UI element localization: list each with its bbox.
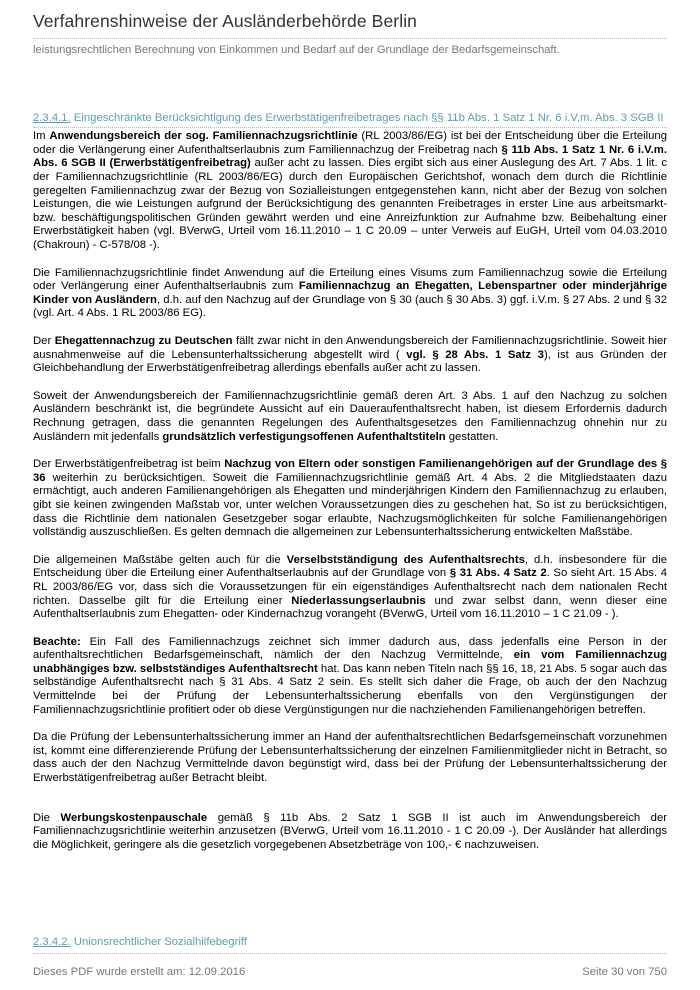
text-run: ), ist aus Gründen der Gleichbehandlung der Erwerbstätigenfreibetrag allerdings ebenfalls außer acht zu lassen. bbox=[33, 348, 667, 375]
bold-text: Nachzug von Eltern oder sonstigen Familienangehörigen auf der Grundlage des § 36 bbox=[33, 458, 667, 484]
text-run: Der Erwerbstätigenfreibetrag ist beim bbox=[33, 458, 225, 471]
next-section-number[interactable]: 2.3.4.2. bbox=[33, 936, 71, 948]
paragraph bbox=[33, 812, 667, 853]
section-number[interactable]: 2.3.4.1. bbox=[33, 112, 71, 124]
paragraph bbox=[33, 335, 667, 376]
bold-text: § 11b Abs. 1 Satz 1 Nr. 6 i.V.m. Abs. 6 SGB II (Erwerbstätigenfreibetrag) bbox=[33, 143, 667, 170]
paragraph bbox=[33, 130, 667, 252]
text-run: , d.h. insbesondere für die Entscheidung über die Erteilung einer Aufenthaltserlaubnis auf der Grundlage von bbox=[33, 553, 667, 580]
bold-text: vgl. § 28 Abs. 1 Satz 3 bbox=[406, 348, 544, 361]
text-run: , d.h. auf den Nachzug auf der Grundlage von § 30 (auch § 30 Abs. 3) ggf. i.V.m. § 27 Abs. 2 und § 32 (vgl. Art. 4 Abs. 1 RL 2003/86 EG). bbox=[33, 293, 667, 320]
bold-text: Ehegattennachzug zu Deutschen bbox=[54, 335, 233, 348]
bold-text: ein vom Familiennachzug unabhängiges bzw. selbstständiges Aufenthaltsrecht bbox=[33, 649, 667, 675]
text-run: Soweit der Anwendungsbereich der Familiennachzugsrichtlinie gemäß deren Art. 3 Abs. 1 auf den Nachzug zu solchen Ausländern beschränkt ist, die begründete Aussicht auf ein Daueraufenthaltsrecht haben, ist diesem Erfordernis dadurch Rechnung getragen, dass die genannten Regelungen des Aufenthaltsgesetzes den Familiennachzug ohnehin nur zu Ausländern mit jedenfalls bbox=[33, 389, 667, 443]
text-run: . So sieht Art. 15 Abs. 4 RL 2003/86/EG vor, dass sich die Voraussetzungen für ein eigenständiges Aufenthaltsrecht nach dem nationalen Recht richten. Dasselbe gilt für die Erteilung einer bbox=[33, 567, 667, 607]
page-header bbox=[33, 11, 667, 56]
next-section-divider bbox=[33, 953, 667, 954]
next-section-heading[interactable] bbox=[33, 936, 667, 954]
section-heading[interactable] bbox=[33, 112, 667, 124]
bold-text: Beachte: bbox=[33, 635, 81, 648]
bold-text: § 31 Abs. 4 Satz 2 bbox=[449, 567, 547, 580]
text-run: Im bbox=[33, 130, 50, 143]
text-run: Die Familiennachzugsrichtlinie findet Anwendung auf die Erteilung eines Visums zum Familiennachzug sowie die Erteilung oder Verlängerung einer Aufenthaltserlaubnis zum bbox=[33, 266, 667, 293]
text-run: Da die Prüfung der Lebensunterhaltssicherung immer an Hand der aufenthaltsrechtlichen Bedarfsgemeinschaft vorzunehmen ist, kommt eine differenzierende Prüfung der Lebensunterhaltssicherung der einzelnen Familienmitglieder nicht in Betracht, so dass auch der den Nachzug Vermittelnde davon begünstigt wird, dass bei der Prüfung der Lebensunterhaltssicherung der Erwerbstätigenfreibetrag außer Betracht bleibt. bbox=[33, 731, 667, 785]
paragraph bbox=[33, 731, 667, 785]
bold-text: Verselbstständigung des Aufenthaltsrechts bbox=[286, 553, 525, 566]
section-divider bbox=[33, 127, 667, 128]
footer-page-number: Seite 30 von 750 bbox=[582, 966, 667, 978]
text-run: Die bbox=[33, 811, 61, 824]
text-run: Der bbox=[33, 335, 55, 348]
text-run: weiterhin zu berücksichtigen. Soweit die Familiennachzugsrichtlinie gemäß Art. 4 Abs. 2 die Mitgliedstaaten dazu ermächtigt, auch anderen Familienangehörigen als Ehegatten und minderjährigen Kindern den Familiennachzug zu erlauben, gibt sie keinen zwingenden Maßstab vor, unter welchen Voraussetzungen dies zu geschehen hat. So ist zu berücksichtigen, dass die Richtlinie dem nationalen Gesetzgeber sogar erlaubte, Nachzugsmöglichkeiten für solche Familienangehörigen vollständig auszuschließen. Es gelten demnach die allgemeinen zur Lebensunterhaltssicherung entwickelten Maßstäbe. bbox=[33, 471, 667, 539]
header-subtitle: leistungsrechtlichen Berechnung von Einkommen und Bedarf auf der Grundlage der Bedarfsgemeinschaft. bbox=[33, 44, 560, 56]
bold-text: Werbungskostenpauschale bbox=[60, 811, 208, 824]
text-run: gestatten. bbox=[445, 430, 499, 443]
document-title: Verfahrenshinweise der Ausländerbehörde Berlin bbox=[33, 11, 418, 31]
text-run: fällt zwar nicht in den Anwendungsbereich der Familiennachzugsrichtlinie. Soweit hier ausnahmenweise auf die Lebensunterhaltssicherung abgestellt wird ( bbox=[33, 335, 667, 361]
header-divider bbox=[33, 38, 667, 39]
next-section-title: Unionsrechtlicher Sozialhilfebegriff bbox=[73, 936, 247, 948]
bold-text: Familiennachzug an Ehegatten, Lebenspartner oder minderjährige Kinder von Ausländern bbox=[33, 280, 667, 306]
footer-created-date: Dieses PDF wurde erstellt am: 12.09.2016 bbox=[33, 966, 246, 978]
paragraph bbox=[33, 458, 667, 540]
paragraph bbox=[33, 267, 667, 321]
paragraph bbox=[33, 390, 667, 444]
main-content bbox=[33, 112, 667, 852]
text-run: gemäß § 11b Abs. 2 Satz 1 SGB II ist auch im Anwendungsbereich der Familiennachzugsrichtlinie weiterhin anzusetzen (BVerwG, Urteil vom 16.11.2010 - 1 C 20.09 -). Der Ausländer hat allerdings die Möglichkeit, geringere als die gesetzlich vorgegebenen Absetzbeträge von 100,- € nachzuweisen. bbox=[33, 811, 667, 851]
section-title: Eingeschränkte Berücksichtigung des Erwerbstätigenfreibetrages nach §§ 11b Abs. 1 Satz 1 Nr. 6 i.V.m. Abs. 3 SGB II bbox=[73, 112, 664, 124]
text-run: Die allgemeinen Maßstäbe gelten auch für die bbox=[33, 553, 287, 566]
text-run: und zwar selbst dann, wenn dieser eine Aufenthaltserlaubnis zum Ehegatten- oder Kindernachzug vorangeht (BVerwG, Urteil vom 16.11.2010 – 1 C 21.09 - ). bbox=[33, 594, 667, 621]
text-run: Ein Fall des Familiennachzugs zeichnet sich immer dadurch aus, dass jedenfalls eine Person in der aufenthaltsrechtlichen Bedarfsgemeinschaft, nämlich der den Nachzug Vermittelnde, bbox=[33, 635, 667, 662]
bold-text: grundsätzlich verfestigungsoffenen Aufenthaltstiteln bbox=[162, 430, 446, 443]
paragraph bbox=[33, 554, 667, 622]
paragraph bbox=[33, 636, 667, 718]
bold-text: Niederlassungserlaubnis bbox=[291, 594, 426, 607]
text-run: (RL 2003/86/EG) ist bei der Entscheidung über die Erteilung oder die Verlängerung einer Aufenthaltserlaubnis zum Familiennachzug der Freibetrag nach bbox=[33, 130, 667, 156]
text-run: außer acht zu lassen. Dies ergibt sich aus einer Auslegung des Art. 7 Abs. 1 lit. c der Familiennachzugsrichtlinie (RL 2003/86/EG) durch den Europäischen Gerichtshof, wonach dem durch die Richtlinie geregelten Familiennachzug zwar der Bezug von Sozialleistungen entgegenstehen kann, nicht aber der Bezug von solchen Leistungen, die wie Leistungen aufgrund der Berücksichtigung des genannten Freibetrages in erster Line aus arbeitsmarkt- bzw. beschäftigungspolitischen Gründen gewährt werden und eine Anreizfunktion zur Aufnahme bzw. Beibehaltung einer Erwerbstätigkeit haben (vgl. BVerwG, Urteil vom 16.11.2010 – 1 C 20.09 – unter Verweis auf EuGH, Urteil vom 04.03.2010 (Chakroun) - C-578/08 -). bbox=[33, 157, 667, 252]
text-run: hat. Das kann neben Titeln nach §§ 16, 18, 21 Abs. 5 sogar auch das selbständige Aufenthaltsrecht nach § 31 Abs. 4 Satz 2 sein. Es stellt sich daher die Frage, ob auch der den Nachzug Vermittelnde bei der Prüfung der Lebensunterhaltssicherung ebenfalls von den Vergünstigungen der Familiennachzugsrichtlinie profitiert oder ob diese Vergünstigungen nur die nachziehenden Familienangehörigen betreffen. bbox=[33, 662, 667, 716]
bold-text: Anwendungsbereich der sog. Familiennachzugsrichtlinie bbox=[49, 130, 358, 143]
